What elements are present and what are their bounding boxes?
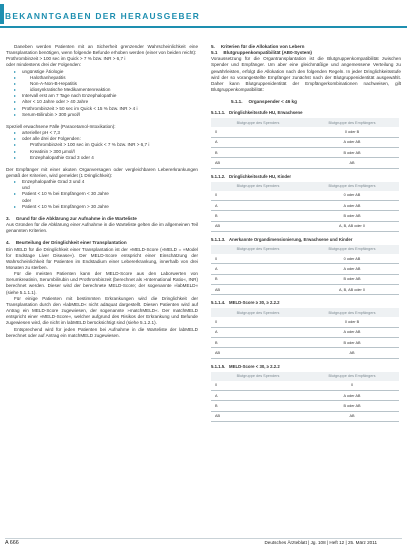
table-row <box>211 191 399 201</box>
column-header: Blutgruppe des Empfängers <box>305 182 399 191</box>
paragraph: Entsprechend wird für jeden Patienten bei Aufnahme in die Warteliste der labMELD berechnet oder auf Antrag ein matchMELD zugewiesen. <box>6 326 198 338</box>
blood-group-table <box>211 372 399 422</box>
recipient-blood-group: B oder AB <box>305 274 399 284</box>
table-header-row <box>211 308 399 317</box>
table-header-row <box>211 372 399 381</box>
right-column <box>211 44 401 422</box>
donor-blood-group: B <box>211 337 305 347</box>
recipient-blood-group: B oder AB <box>305 337 399 347</box>
column-header: Blutgruppe des Spenders <box>211 308 305 317</box>
table-row <box>211 148 399 158</box>
recipient-blood-group: A oder AB <box>305 327 399 337</box>
section-number: 5.1 <box>211 50 218 56</box>
table-number: 5.1.1.2. <box>211 173 226 179</box>
left-column <box>6 44 198 339</box>
recipient-blood-group: 0 oder AB <box>305 254 399 264</box>
recipient-blood-group: B oder AB <box>305 401 399 411</box>
recipient-blood-group: AB <box>305 411 399 421</box>
table-caption: Dringlichkeitsstufe HU, Kinder <box>229 173 292 179</box>
donor-blood-group: 0 <box>211 254 305 264</box>
recipient-blood-group: A oder AB <box>305 201 399 211</box>
table-title <box>211 237 401 243</box>
header-accent-bar <box>0 4 4 24</box>
donor-blood-group: AB <box>211 285 305 295</box>
connector: oder <box>22 197 32 203</box>
donor-blood-group: 0 <box>211 317 305 327</box>
table-row <box>211 337 399 347</box>
list-item: ▸ oder alle drei der Folgenden: <box>6 136 198 142</box>
table-header-row <box>211 245 399 254</box>
table-row <box>211 317 399 327</box>
donor-blood-group: B <box>211 274 305 284</box>
donor-blood-group: A <box>211 137 305 147</box>
paragraph: Speziell erwachsene Fälle (Paracetamol-Intoxikation): <box>6 123 116 129</box>
table-number: 5.1.1.5. <box>211 363 226 369</box>
list-item: ▸ idiosynkratische Medikamentenreaktion <box>6 87 198 93</box>
table-row <box>211 411 399 421</box>
list-item: ▸ Enzephalopathie Grad 3 oder 4 <box>6 155 198 161</box>
table-row <box>211 327 399 337</box>
paragraph: Ein MELD für die Dringlichkeit einer Transplantation ist der »MELD-Score (»MELD = »Model for Endstage Liver Disease«). Der MELD-Score entspricht einer Einschätzung der Wahrscheinlichkeit für Patienten im Endstadium einer Lebererkrankung, innerhalb von drei Monaten zu sterben. <box>6 246 198 270</box>
list-item: ▸ arterieller pH < 7,3 <box>6 130 198 136</box>
blood-group-table <box>211 182 399 232</box>
donor-blood-group: 0 <box>211 191 305 201</box>
table-title <box>211 300 401 306</box>
table-row <box>211 137 399 147</box>
table-row <box>211 381 399 391</box>
paragraph: Für einige Patienten mit bestimmten Erkrankungen wird die Dringlichkeit der Transplantation durch den »labMELD« nicht adäquat dargestellt. Diesen Patienten wird auf Antrag ein MELD-Score zugewiesen, der sogenannte »matchMELD«. Der matchMELD entspricht einer »MELD-Score«, welcher aufgrund des Risikos der Erkrankung und Befunde zugewiesen wird, die nicht im labMELD berücksichtigt sind (siehe 5.1.2.1). <box>6 295 198 326</box>
page-footer <box>0 536 407 551</box>
section-title: Grund für die Abklärung zur Aufnahme in die Warteliste <box>15 215 137 221</box>
list-item: ▸ Halothanhepatitis <box>6 75 198 81</box>
table-row <box>211 254 399 264</box>
column-header: Blutgruppe des Empfängers <box>305 308 399 317</box>
donor-blood-group: AB <box>211 158 305 168</box>
table-row <box>211 348 399 358</box>
section-number: 4. <box>6 240 10 246</box>
blood-group-table <box>211 245 399 295</box>
table-header-row <box>211 118 399 127</box>
column-header: Blutgruppe des Empfängers <box>305 245 399 254</box>
criterion: oder mindestens drei der Folgenden: <box>6 62 82 68</box>
recipient-blood-group: A, B, AB oder 0 <box>305 285 399 295</box>
table-row <box>211 221 399 231</box>
section-number: 5. <box>211 44 215 49</box>
table-block <box>211 110 401 168</box>
recipient-blood-group: A oder AB <box>305 264 399 274</box>
donor-blood-group: 0 <box>211 381 305 391</box>
recipient-blood-group: 0 <box>305 381 399 391</box>
table-row <box>211 390 399 400</box>
list-item: ▸ Alter < 10 Jahre oder > 40 Jahre <box>6 99 198 105</box>
donor-blood-group: AB <box>211 348 305 358</box>
recipient-blood-group: A, B, AB oder 0 <box>305 221 399 231</box>
paragraph: Daneben werden Patienten mit an Sicherheit grenzender Wahrscheinlichkeit eine Transplantation benötigen, wenn folgende Befunde erhoben werden (einer von beiden reicht): <box>6 44 198 56</box>
column-header: Blutgruppe des Empfängers <box>305 118 399 127</box>
section-banner-title: BEKANNTGABEN DER HERAUSGEBER <box>5 11 201 21</box>
paragraph: Aus Gründen für die Abklärung einer Aufnahme in die Warteliste gelten die im allgemeinen Teil genannten Kriterien. <box>6 222 198 234</box>
table-block <box>211 364 401 422</box>
list-item: ▸ Enzephalopathie Grad 3 und 4 <box>6 179 198 185</box>
table-caption: Anerkannte Organdimensionierung, Erwachsene und Kinder <box>229 237 353 243</box>
subsection-title: Organspender < 46 kg <box>248 99 297 105</box>
donor-blood-group: B <box>211 401 305 411</box>
table-block <box>211 174 401 232</box>
table-caption: MELD-Score ≥ 30, ≥ 2.2.2 <box>229 300 280 306</box>
section-number: 3. <box>6 215 10 221</box>
recipient-blood-group: 0 oder AB <box>305 191 399 201</box>
donor-blood-group: B <box>211 148 305 158</box>
compatibility-tables <box>211 110 401 422</box>
list-item: ▸ Patient < 10 % bei Empfängern < 30 Jahre <box>6 191 198 197</box>
journal-citation: Deutsches Ärzteblatt | Jg. 108 | Heft 12 | 25. März 2011 <box>264 540 377 545</box>
donor-blood-group: B <box>211 211 305 221</box>
column-header: Blutgruppe des Spenders <box>211 182 305 191</box>
table-row <box>211 401 399 411</box>
paragraph: Der Empfänger mit einer akuten Organversagen oder vergleichbaren Lebererkrankungen gemäß der Kriterien, wird gemeldet (1 Dringlichkeit): <box>6 166 198 178</box>
section-title: Beurteilung der Dringlichkeit einer Transplantation <box>15 240 127 246</box>
recipient-blood-group: AB <box>305 158 399 168</box>
column-header: Blutgruppe des Empfängers <box>305 372 399 381</box>
list-item: ▸ Non-A-Non-B-Hepatitis <box>6 81 198 87</box>
table-number: 5.1.1.1. <box>211 110 226 116</box>
criterion: Prothrombinzeit > 100 sec im Quick > 7 % bzw. INR > 6,7 i <box>6 56 126 62</box>
column-header: Blutgruppe des Spenders <box>211 118 305 127</box>
list-item: ▸ Serum-Bilirubin > 300 µmol/l <box>6 112 198 118</box>
recipient-blood-group: 0 oder B <box>305 317 399 327</box>
connector: und <box>22 185 30 191</box>
recipient-blood-group: B oder AB <box>305 148 399 158</box>
list-item: ▸ Prothrombinzeit > 100 sec im Quick < 7 % bzw. INR > 6,7 i <box>6 142 198 148</box>
page-number: A 666 <box>5 540 19 546</box>
recipient-blood-group: B oder AB <box>305 211 399 221</box>
page-header <box>0 0 407 29</box>
list-item: ▸ Kreatinin > 300 µmol/l <box>6 149 198 155</box>
blood-group-table <box>211 308 399 358</box>
table-block <box>211 300 401 358</box>
subsection-heading <box>211 99 401 105</box>
list-item: ▸ Patient < 10 % bei Empfängern > 30 Jahre <box>6 204 198 210</box>
table-caption: Dringlichkeitsstufe HU, Erwachsene <box>229 110 303 116</box>
header-rule <box>0 26 407 28</box>
donor-blood-group: 0 <box>211 127 305 137</box>
table-row <box>211 211 399 221</box>
table-header-row <box>211 182 399 191</box>
table-row <box>211 285 399 295</box>
column-header: Blutgruppe des Spenders <box>211 372 305 381</box>
table-number: 5.1.1.3. <box>211 237 226 243</box>
list-item: ▸ Intervall erst am 7 Tage nach Enzephalopathie <box>6 93 198 99</box>
footer-rule <box>5 538 402 539</box>
table-block <box>211 237 401 295</box>
recipient-blood-group: A oder AB <box>305 137 399 147</box>
table-row <box>211 201 399 211</box>
table-row <box>211 274 399 284</box>
recipient-blood-group: AB <box>305 348 399 358</box>
donor-blood-group: A <box>211 390 305 400</box>
donor-blood-group: A <box>211 264 305 274</box>
section-title: Kriterien für die Allokation von Lebern <box>220 44 305 49</box>
table-title <box>211 174 401 180</box>
recipient-blood-group: 0 oder B <box>305 127 399 137</box>
table-title <box>211 110 401 116</box>
section-title: Blutgruppenkompatibilität (AB0-System) <box>223 50 312 56</box>
list-item: ▸ Prothrombinzeit > 50 sec im Quick < 15 % bzw. INR > 4 i <box>6 106 198 112</box>
table-number: 5.1.1.4. <box>211 300 226 306</box>
donor-blood-group: AB <box>211 411 305 421</box>
list-item: ▸ ungünstige Ätiologie <box>6 69 198 75</box>
donor-blood-group: A <box>211 201 305 211</box>
table-row <box>211 127 399 137</box>
table-caption: MELD-Score < 30, ≥ 2.2.2 <box>229 363 280 369</box>
table-row <box>211 264 399 274</box>
paragraph: Voraussetzung für die Organtransplantation ist die Blutgruppenkompatibilität zwischen Spender und Empfänger. Um aber eine gleichmäßige und angemessene Verteilung zu gewährleisten, erfolgt die Allokation nach den folgenden Regeln. In jeder Dringlichkeitsstufe wird der so vorangestellte Empfänger zunächst nach der Blutgruppenidentität ausgewählt. Daher kann Blutgruppenidentität der Empfängerkombinationen nachweisen, gilt Blutgruppenkompatibilität: <box>211 56 401 93</box>
subsection-number: 5.1.1. <box>231 99 243 105</box>
table-row <box>211 158 399 168</box>
column-header: Blutgruppe des Spenders <box>211 245 305 254</box>
recipient-blood-group: A oder AB <box>305 390 399 400</box>
donor-blood-group: A <box>211 327 305 337</box>
paragraph: Für die meisten Patienten kann der MELD-Score aus den Laborwerten von Serumkreatinin, Serumbilirubin und Prothrombinzeit (berechnet als »International Ratio«, INR) berechnet werden. Dieser wird der berechnete MELD-Score; der sogenannte »labMELD« (siehe 5.1.1.1). <box>6 271 198 295</box>
blood-group-table <box>211 118 399 168</box>
donor-blood-group: AB <box>211 221 305 231</box>
table-title <box>211 364 401 370</box>
